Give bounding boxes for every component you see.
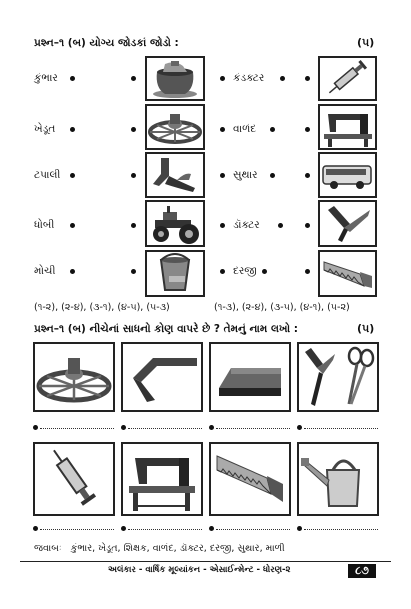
hand-saw-icon (318, 250, 377, 297)
match-dot[interactable] (70, 127, 75, 132)
right-label-2: વાળંદ (233, 123, 257, 135)
answer-line[interactable] (304, 529, 378, 530)
syringe-icon (318, 56, 377, 101)
bus-icon (318, 152, 377, 198)
match-dot[interactable] (70, 223, 75, 228)
match-dot[interactable] (70, 269, 75, 274)
answer-line[interactable] (40, 529, 114, 530)
match-dot[interactable] (270, 173, 275, 178)
answer-pairs-right: (૧-૩), (૨-૪), (૩-૫), (૪-૧), (૫-૨) (214, 302, 350, 313)
footer-rule (20, 561, 391, 562)
razor-icon (318, 200, 377, 247)
match-dot[interactable] (305, 76, 310, 81)
razor-scissors-icon (297, 342, 379, 412)
match-dot[interactable] (305, 173, 310, 178)
cart-wheel-icon (145, 104, 205, 150)
tractor-icon (145, 200, 205, 247)
watering-can-icon (297, 442, 379, 516)
match-dot[interactable] (305, 269, 310, 274)
question-1-title: પ્રશ્ન–૧ (બ) યોગ્ય જોડકાં જોડો : (34, 37, 179, 49)
answer-line[interactable] (40, 428, 114, 429)
answer-line[interactable] (216, 529, 290, 530)
match-dot[interactable] (278, 223, 283, 228)
match-dot[interactable] (220, 76, 225, 81)
right-label-5: દરજી (233, 265, 257, 277)
answer-line[interactable] (128, 529, 202, 530)
answer-pairs-left: (૧-૨), (૨-૪), (૩-૧), (૪-૫), (૫-૩) (34, 302, 170, 313)
answer-dot (297, 425, 302, 430)
footer-text: અલંકાર - વાર્ષિક મૂલ્યાંકન - એસાઈન્મેન્ટ - ધોરણ-૨ (108, 565, 291, 575)
left-label-3: ટપાલી (34, 169, 61, 181)
plough-icon (121, 342, 203, 412)
match-dot[interactable] (70, 173, 75, 178)
right-label-3: સુથાર (233, 169, 258, 181)
answer-dot (209, 526, 214, 531)
match-dot[interactable] (280, 76, 285, 81)
right-label-1: કંડક્ટર (233, 72, 265, 84)
answer-dot (209, 425, 214, 430)
answer-line[interactable] (128, 428, 202, 429)
answer-key-label: જવાબઃ (34, 543, 62, 554)
hand-saw-icon (209, 442, 291, 516)
match-dot[interactable] (131, 127, 136, 132)
left-label-2: ખેડૂત (34, 123, 56, 135)
match-dot[interactable] (70, 76, 75, 81)
match-dot[interactable] (305, 223, 310, 228)
answer-line[interactable] (216, 428, 290, 429)
match-dot[interactable] (131, 173, 136, 178)
answer-key-words: કુંભાર, ખેડૂત, શિક્ષક, વાળંદ, ડૉક્ટર, દરજી, સુથાર, માળી (70, 543, 285, 554)
left-label-1: કુંભાર (34, 72, 58, 84)
answer-dot (121, 526, 126, 531)
match-dot[interactable] (131, 269, 136, 274)
answer-line[interactable] (304, 428, 378, 429)
match-dot[interactable] (131, 76, 136, 81)
match-dot[interactable] (220, 127, 225, 132)
sewing-machine-icon (121, 442, 203, 516)
sewing-machine-icon (318, 104, 377, 150)
cart-wheel-icon (33, 342, 115, 412)
match-dot[interactable] (220, 173, 225, 178)
match-dot[interactable] (270, 127, 275, 132)
page-number: ૮૭ (348, 564, 376, 578)
answer-dot (297, 526, 302, 531)
match-dot[interactable] (220, 223, 225, 228)
answer-key (34, 543, 285, 554)
left-label-4: ધોબી (34, 219, 55, 231)
question-2-marks: (૫) (357, 322, 375, 335)
question-1-marks: (૫) (357, 36, 375, 49)
match-dot[interactable] (262, 269, 267, 274)
clay-pots-icon (145, 56, 205, 101)
match-dot[interactable] (305, 127, 310, 132)
bucket-icon (145, 250, 205, 297)
answer-dot (33, 526, 38, 531)
iron-icon (209, 342, 291, 412)
syringe-icon (33, 442, 115, 516)
right-label-4: ડૉક્ટર (233, 219, 260, 231)
match-dot[interactable] (220, 269, 225, 274)
left-label-5: મોચી (34, 265, 56, 277)
plough-icon (145, 152, 205, 198)
answer-dot (33, 425, 38, 430)
question-2-title: પ્રશ્ન–૧ (બ) નીચેનાં સાધનો કોણ વાપરે છે ? તેમનું નામ લખો : (34, 323, 298, 335)
match-dot[interactable] (131, 223, 136, 228)
answer-dot (121, 425, 126, 430)
